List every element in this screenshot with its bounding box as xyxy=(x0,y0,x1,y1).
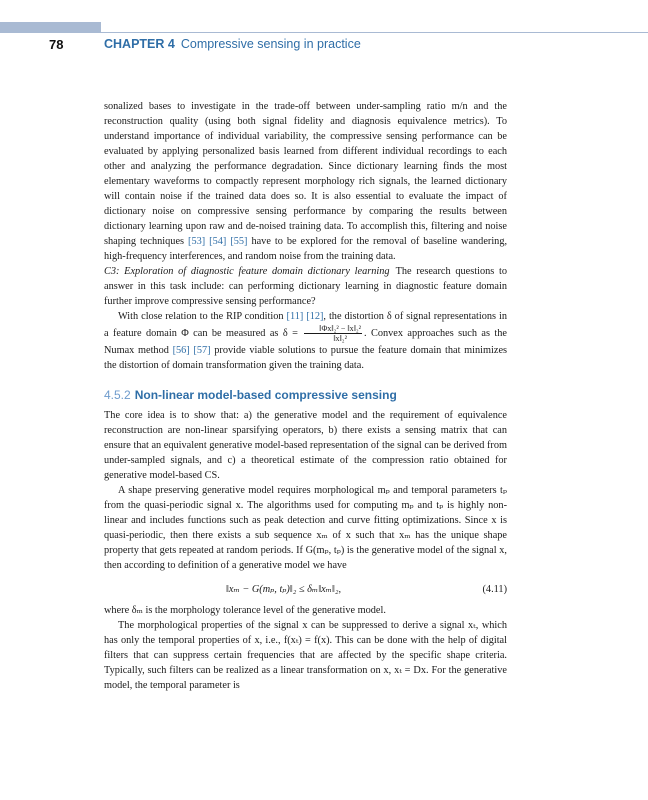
header-rule xyxy=(0,32,648,33)
para7-text: The morphological properties of the signal x can be suppressed to derive a signal xₜ, which has only the temporal properties of x, i.e., f(xₜ) = f(x). This can be done with the help of digital filters that can suppress certain frequencies that are affected by the specific shape criteria. Typically, such filters can be realized as a linear transformation on x, xₜ = Dx. For the generative model, the temporal parameter is xyxy=(104,620,507,691)
citation-link[interactable]: [56] xyxy=(172,345,190,356)
equation-number: (4.11) xyxy=(482,584,507,595)
para3-tail: provide viable solutions to pursue the feature domain that minimizes the distortion of domain transformation given the training data. xyxy=(104,345,508,371)
citation-link[interactable]: [12] xyxy=(306,311,324,322)
para4-text: The core idea is to show that: a) the generative model and the requirement of equivalence reconstruction are non-linear sparsifying operators, b) there exists a sensing matrix that can ensure that an equivalent generative model-based representation of the signal can be derived from under-sampled signals, and c) a theoretical estimate of the compression ratio obtained for generative model-based CS. xyxy=(104,410,507,481)
para1-text: sonalized bases to investigate in the trade-off between under-sampling ratio m/n and the reconstruction quality (using both signal fidelity and diagnosis equivalence metrics). To understand importance of individual variability, the compressive sensing performance can be evaluated by applying personalized basis learned from different individual recordings to each other and analyzing the performance degradation. Since dictionary learning finds the most elementary waveforms to compactly represent morphology rich signals, the learned dictionary will contain noise if the trained data does so. It is also essential to evaluate the impact of dictionary noise on compressive sensing performance by comparing the results between dictionary learning upon raw and de-noised training data. To accomplish this, filtering and noise shaping techniques xyxy=(104,101,507,247)
para3-mid: , the distortion δ of signal representations in a feature domain Φ can be measured as δ = xyxy=(104,311,508,339)
chapter-title: Compressive sensing in practice xyxy=(180,37,361,51)
header-band xyxy=(0,22,101,32)
para3-mid2: . Convex approaches such as the Numax method xyxy=(104,327,507,356)
runin-heading: C3: Exploration of diagnostic feature domain dictionary learning xyxy=(104,266,390,277)
chapter-heading xyxy=(104,37,361,51)
paragraph-4 xyxy=(104,408,507,483)
para2-text: The research questions to answer in this task include: can performing dictionary learning in diagnostic feature domain further improve compressive sensing performance? xyxy=(104,266,507,307)
para6-text: where δₘ is the morphology tolerance level of the generative model. xyxy=(104,605,386,616)
paragraph-5 xyxy=(104,483,507,573)
citation-link[interactable]: [57] xyxy=(193,345,211,356)
citation-link[interactable]: [54] xyxy=(209,236,227,247)
para3-pre: With close relation to the RIP condition xyxy=(118,311,284,322)
para5-text: A shape preserving generative model requires morphological mₚ and temporal parameters tₚ from the quasi-periodic signal x. The algorithms used for computing mₚ and tₚ is highly non-linear and includes functions such as peak detection and curve fitting optimizations. Since x is quasi-periodic, then there exists a sub sequence xₘ of x such that xₘ has the unique shape property that gets repeated at random periods. If G(mₚ, tₚ) is the generative model of the signal x, then according to definition of a generative model we have xyxy=(104,485,507,571)
para1-tail: have to be explored for the removal of baseline wandering, high-frequency interferences, and random noise from the training data. xyxy=(104,236,508,262)
citation-link[interactable]: [53] xyxy=(188,236,206,247)
citation-link[interactable]: [11] xyxy=(286,311,304,322)
body-text xyxy=(104,99,507,693)
fraction-denominator: ‖x‖₂² xyxy=(333,334,347,343)
equation-expression: ‖xₘ − G(mₚ, tₚ)‖₂ ≤ δₘ‖xₘ‖₂, xyxy=(226,584,342,595)
citation-link[interactable]: [55] xyxy=(230,236,248,247)
section-heading xyxy=(104,387,507,404)
section-title: Non-linear model-based compressive sensing xyxy=(134,388,397,402)
section-number: 4.5.2 xyxy=(104,388,131,402)
distortion-fraction xyxy=(304,324,362,343)
equation-4-11 xyxy=(104,577,507,601)
page-number: 78 xyxy=(49,37,64,52)
paragraph-1 xyxy=(104,99,507,264)
chapter-label: CHAPTER 4 xyxy=(104,37,175,51)
fraction-numerator: ‖Φx‖₂² − ‖x‖₂² xyxy=(304,324,362,334)
paragraph-2 xyxy=(104,264,507,309)
paragraph-7 xyxy=(104,618,507,693)
paragraph-6 xyxy=(104,603,507,618)
paragraph-3 xyxy=(104,309,507,373)
